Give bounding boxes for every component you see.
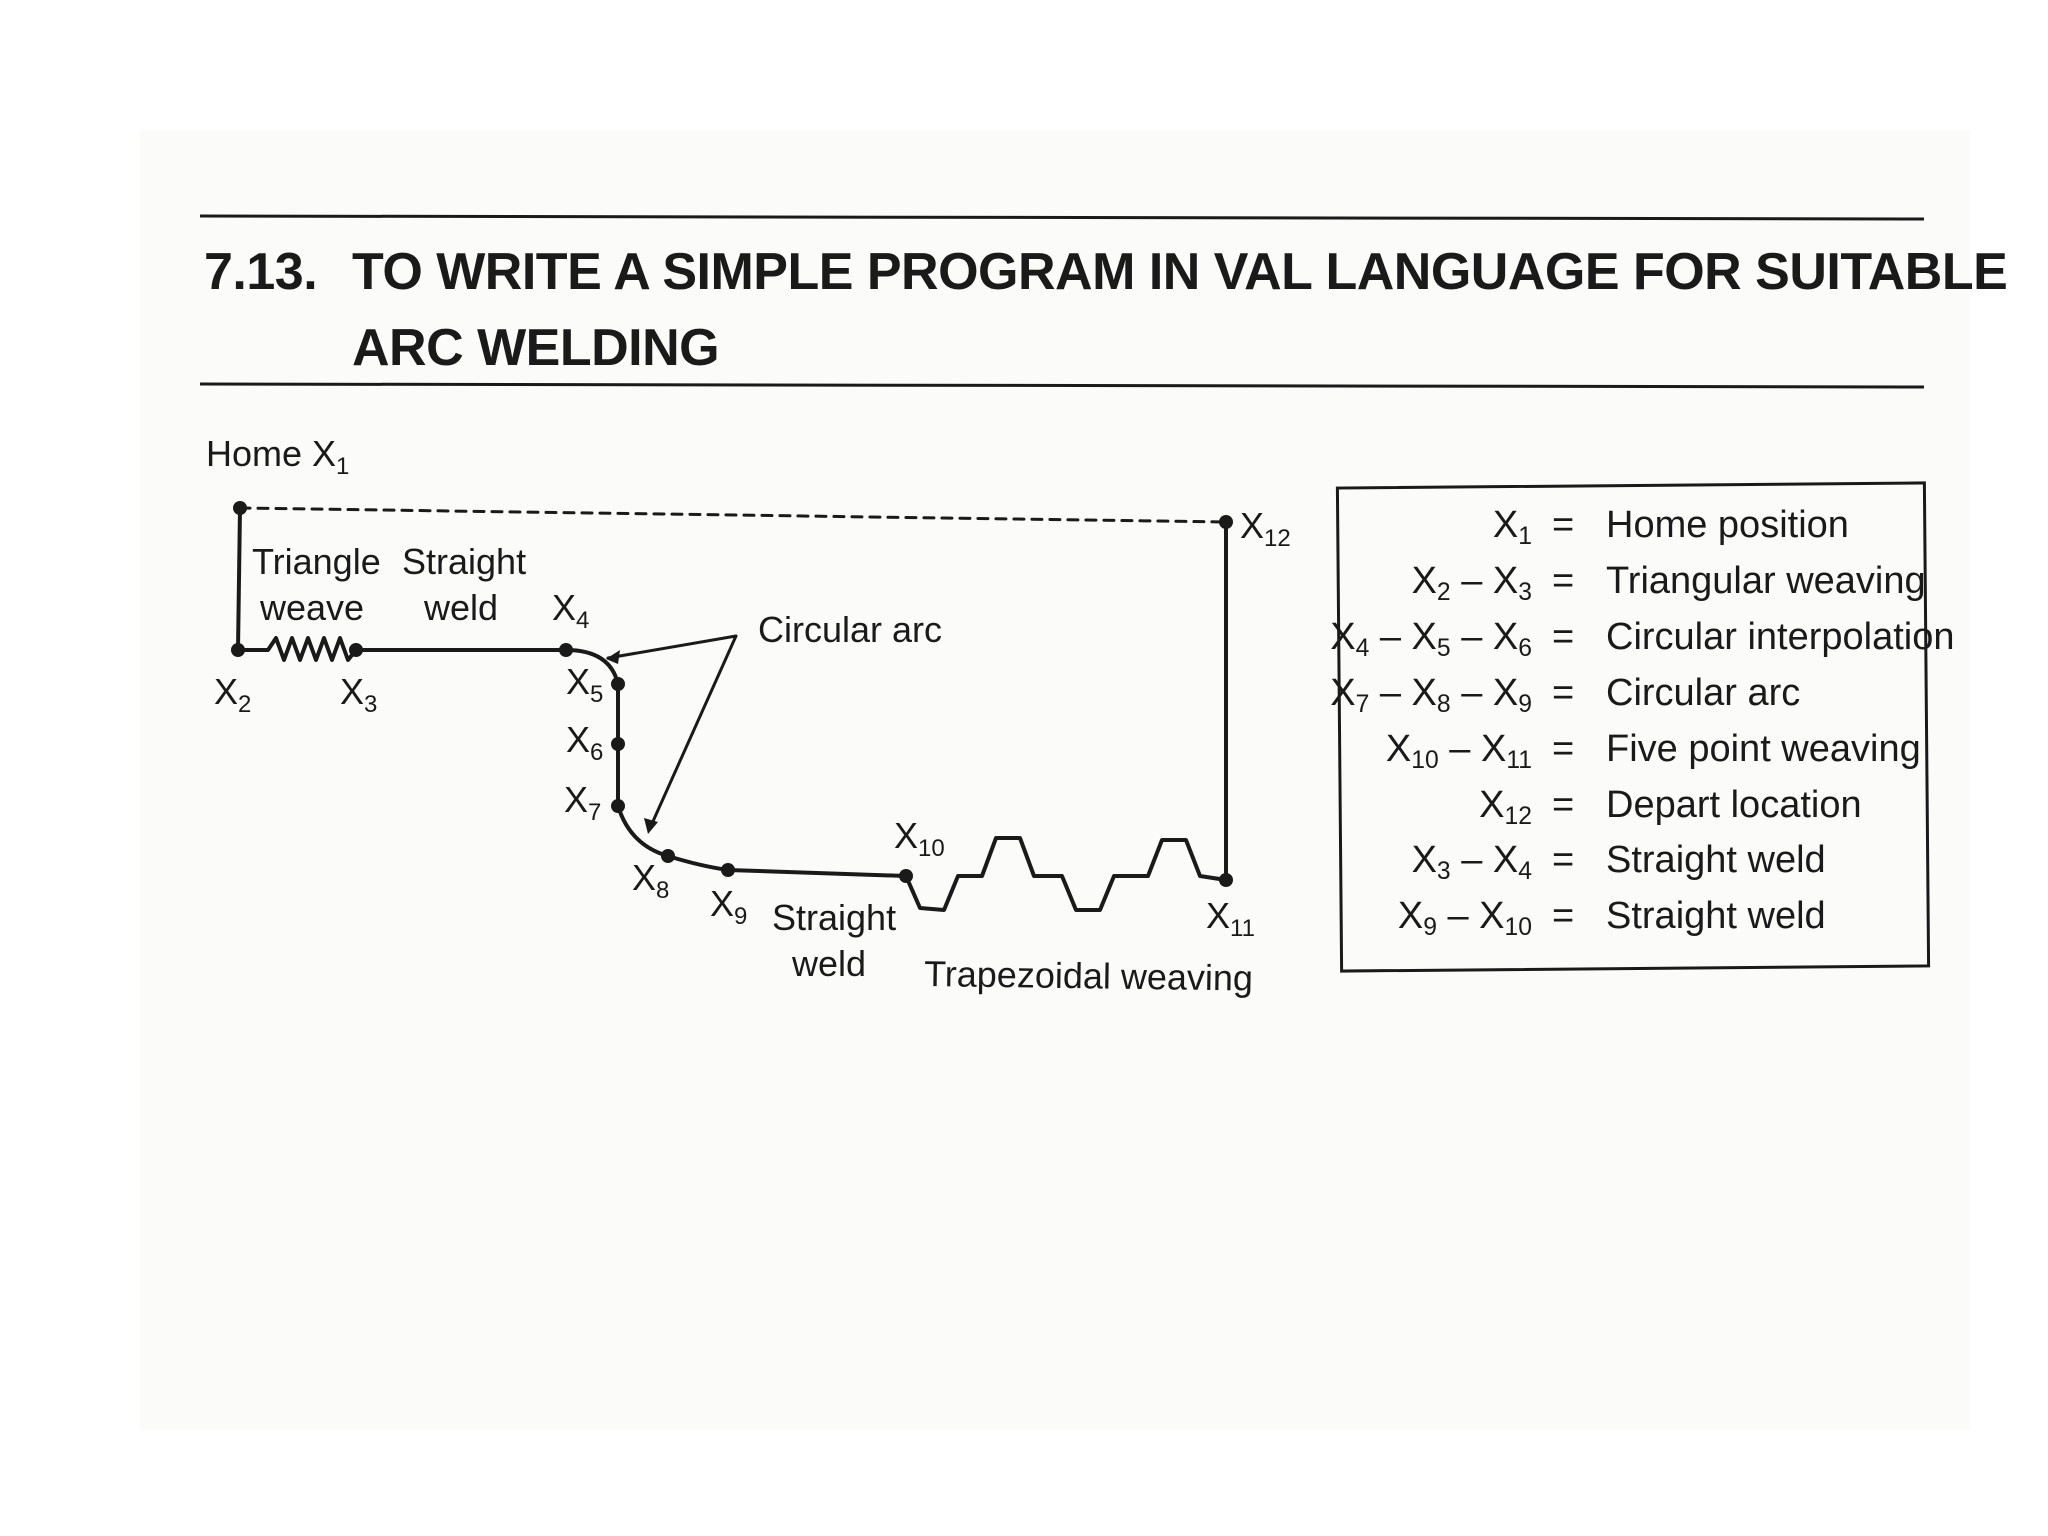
legend-row <box>1330 615 1955 672</box>
legend-term: $X_1$ <box>1492 504 1532 550</box>
legend-term: $X_4 - X_5 - X_6$ <box>1330 615 1532 662</box>
point-x3 <box>349 643 363 657</box>
triangle-weave-path <box>238 638 356 660</box>
triangle-weave-label-2: weave <box>260 587 365 628</box>
legend-equals: = <box>1552 559 1575 602</box>
label-x12: $X_{12}$ <box>1240 505 1291 552</box>
legend-row <box>1338 839 1922 895</box>
point-x6 <box>611 737 625 751</box>
home-label: Home $X_1$ <box>206 433 350 480</box>
label-x2: $X_2$ <box>214 671 252 718</box>
point-x8 <box>661 849 675 863</box>
legend-term: $X_9 - X_{10}$ <box>1397 895 1532 942</box>
straight-weld-label-2a: Straight <box>772 897 897 938</box>
legend-equals: = <box>1552 615 1575 658</box>
legend-equals: = <box>1552 895 1575 938</box>
legend-term: $X_2 - X_3$ <box>1411 559 1532 606</box>
legend-row <box>1330 671 1922 728</box>
label-x6: $X_6$ <box>566 719 604 766</box>
label-x11: $X_{11}$ <box>1206 895 1255 942</box>
trapezoidal-weaving-label: Trapezoidal weaving <box>923 953 1254 999</box>
legend-term: $X_7 - X_8 - X_9$ <box>1330 671 1532 718</box>
legend-definition: Home position <box>1606 504 1849 546</box>
legend-term: $X_3 - X_4$ <box>1411 839 1532 886</box>
legend-equals: = <box>1552 783 1575 826</box>
legend-definition: Five point weaving <box>1606 727 1921 770</box>
label-x3: $X_3$ <box>340 671 378 718</box>
straight-weld-label-1a: Straight <box>402 541 527 582</box>
label-x10: $X_{10}$ <box>894 815 945 862</box>
trapezoidal-weave-path <box>906 838 1226 910</box>
legend-term: $X_{12}$ <box>1479 783 1532 830</box>
legend-row <box>1338 728 1922 784</box>
arc-pointer-2 <box>650 636 736 828</box>
straight-weld-label-2b: weld <box>792 943 867 984</box>
legend-definition: Circular interpolation <box>1606 615 1955 658</box>
point-x11 <box>1219 873 1233 887</box>
section-title-line2: ARC WELDING <box>352 319 720 377</box>
legend-equals: = <box>1552 839 1575 882</box>
label-x9: $X_9$ <box>710 883 748 930</box>
legend-row <box>1338 895 1922 951</box>
legend-term: $X_{10} - X_{11}$ <box>1385 727 1532 774</box>
label-x4: $X_4$ <box>552 587 590 634</box>
legend-definition: Straight weld <box>1606 895 1826 938</box>
point-x5 <box>611 677 625 691</box>
label-x7: $X_7$ <box>564 779 602 826</box>
point-x2 <box>231 643 245 657</box>
arc-pointer-1 <box>608 636 736 658</box>
label-x5: $X_5$ <box>566 661 604 708</box>
triangle-weave-label-1: Triangle <box>252 541 381 582</box>
legend-row <box>1338 784 1922 840</box>
section-title-line1: TO WRITE A SIMPLE PROGRAM IN VAL LANGUAGE FOR SUITABLE <box>352 243 2008 301</box>
legend-row <box>1338 559 1926 616</box>
legend-definition: Triangular weaving <box>1606 559 1926 602</box>
depart-dashed-line <box>240 508 1226 522</box>
point-x1 <box>233 501 247 515</box>
point-x9 <box>721 863 735 877</box>
arc-arrowhead-2 <box>644 818 658 834</box>
straight-weld-label-1b: weld <box>424 587 499 628</box>
legend-definition: Depart location <box>1606 783 1862 826</box>
home-to-x2-line <box>238 508 240 650</box>
label-x8: $X_8$ <box>632 857 670 904</box>
legend-equals: = <box>1552 504 1575 546</box>
legend-row <box>1338 504 1922 560</box>
section-number: 7.13. <box>204 243 318 301</box>
legend-equals: = <box>1552 727 1575 770</box>
circular-arc-label: Circular arc <box>758 609 943 650</box>
point-x7 <box>611 799 625 813</box>
straight-weld-2 <box>728 870 906 876</box>
point-x4 <box>559 643 573 657</box>
legend-definition: Circular arc <box>1606 671 1801 714</box>
point-x10 <box>899 869 913 883</box>
legend-equals: = <box>1552 671 1575 714</box>
point-x12 <box>1219 515 1233 529</box>
legend-definition: Straight weld <box>1606 839 1826 882</box>
